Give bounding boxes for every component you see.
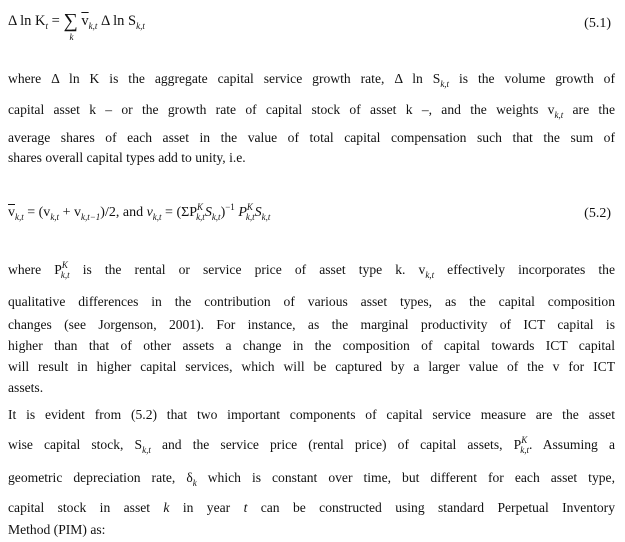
- eq52-part1-eq: = (v: [27, 205, 51, 220]
- equation-5-1-expression: [8, 10, 145, 42]
- eq51-weight: $\overline{v}$: [81, 12, 89, 29]
- eq52-p-sup: K: [197, 202, 204, 212]
- eq51-lhs: Δ ln K: [8, 12, 46, 29]
- eq52-close-paren: ): [220, 205, 226, 220]
- paragraph-1: [8, 66, 615, 168]
- paragraph-2-line-1: where $P^K_{k,t}$ is the rental or service price of asset type k. $v_{k,t}$ effectively incorporates the: [8, 260, 615, 280]
- paragraph-1-line-3: average shares of each asset in the value of total capital compensation such that the sum of: [8, 130, 615, 145]
- paragraph-1-line-1: where Δ ln K is the aggregate capital service growth rate, Δ $\ln S_{k,t}$ is the volume growth of: [8, 71, 615, 89]
- paragraph-3-line-5: Method (PIM) as:: [8, 522, 106, 537]
- eq52-close: )/2: [100, 205, 116, 220]
- eq51-sum: [63, 10, 78, 42]
- paragraph-2-line-3: changes (see Jorgenson, 2001). For instance, as the marginal productivity of ICT capital is: [8, 317, 615, 332]
- eq51-equals: =: [51, 12, 60, 29]
- paragraph-2-line-5: will result in higher capital services, which will be captured by a larger value of the v for ICT: [8, 359, 615, 374]
- eq52-v: v: [146, 205, 153, 220]
- paragraph-3-line-2: wise capital stock, $S_{k,t}$ and the service price (rental price) of capital assets, $P^K_{k,t}$. Assuming a: [8, 435, 615, 455]
- eq52-and: , and: [115, 205, 144, 220]
- paragraph-3-line-4: capital stock in asset k in year t can be constructed using standard Perpetual Inventory: [8, 500, 615, 515]
- eq52-p-sub: k,t: [196, 212, 205, 222]
- equation-5-2-number: (5.2): [584, 206, 611, 221]
- paragraph-3: [8, 404, 615, 541]
- eq52-s2-sub: k,t: [261, 212, 271, 222]
- eq52-p2-sub: k,t: [245, 212, 255, 222]
- eq51-sum-sub: k: [69, 32, 74, 42]
- paragraph-2-line-4: higher than that of other assets a change in the composition of capital towards ICT capital: [8, 338, 615, 353]
- eq52-b-sub: k,t−1: [80, 212, 101, 222]
- paragraph-2-line-6: assets.: [8, 380, 44, 395]
- eq52-p2: P: [238, 205, 247, 220]
- eq51-sum-sign: ∑: [63, 10, 78, 32]
- eq51-term-sub: k,t: [136, 20, 145, 31]
- eq51-lhs-sub: t: [45, 20, 49, 31]
- equation-5-1-number: (5.1): [584, 16, 611, 31]
- eq52-vbar: $\overline{v}$: [8, 205, 15, 220]
- paragraph-2: [8, 250, 615, 398]
- equation-5-2: [0, 196, 625, 230]
- eq52-plus: + v: [62, 205, 81, 220]
- eq52-sum-p: = (ΣP: [165, 205, 198, 220]
- eq52-a-sub: k,t: [50, 212, 60, 222]
- eq52-s2: S: [254, 205, 262, 220]
- eq51-weight-sub: k,t: [88, 20, 98, 31]
- eq52-s: S: [204, 205, 212, 220]
- paragraph-3-line-3: geometric depreciation rate, $\delta_k$ which is constant over time, but different for each asset type,: [8, 470, 615, 488]
- eq52-v-sub: k,t: [152, 212, 162, 222]
- eq52-p2-sup: K: [246, 202, 253, 212]
- equation-5-1: [0, 6, 625, 40]
- paragraph-1-line-4: shares overall capital types add to unity, i.e.: [8, 150, 246, 165]
- equation-5-2-expression: [8, 202, 270, 222]
- eq52-vbar-sub: k,t: [15, 212, 24, 222]
- eq51-term: Δ ln S: [101, 12, 137, 29]
- paragraph-2-line-2: qualitative differences in the contribution of various asset types, as the capital composition: [8, 294, 615, 309]
- paragraph-3-line-1: It is evident from (5.2) that two important components of capital service measure are the asset: [8, 407, 615, 422]
- eq52-inverse: −1: [225, 202, 235, 212]
- paragraph-1-line-2: capital asset k – or the growth rate of capital stock of asset k –, and the weights $v_{k,t}$ are the: [8, 102, 615, 120]
- eq52-s-sub: k,t: [211, 212, 221, 222]
